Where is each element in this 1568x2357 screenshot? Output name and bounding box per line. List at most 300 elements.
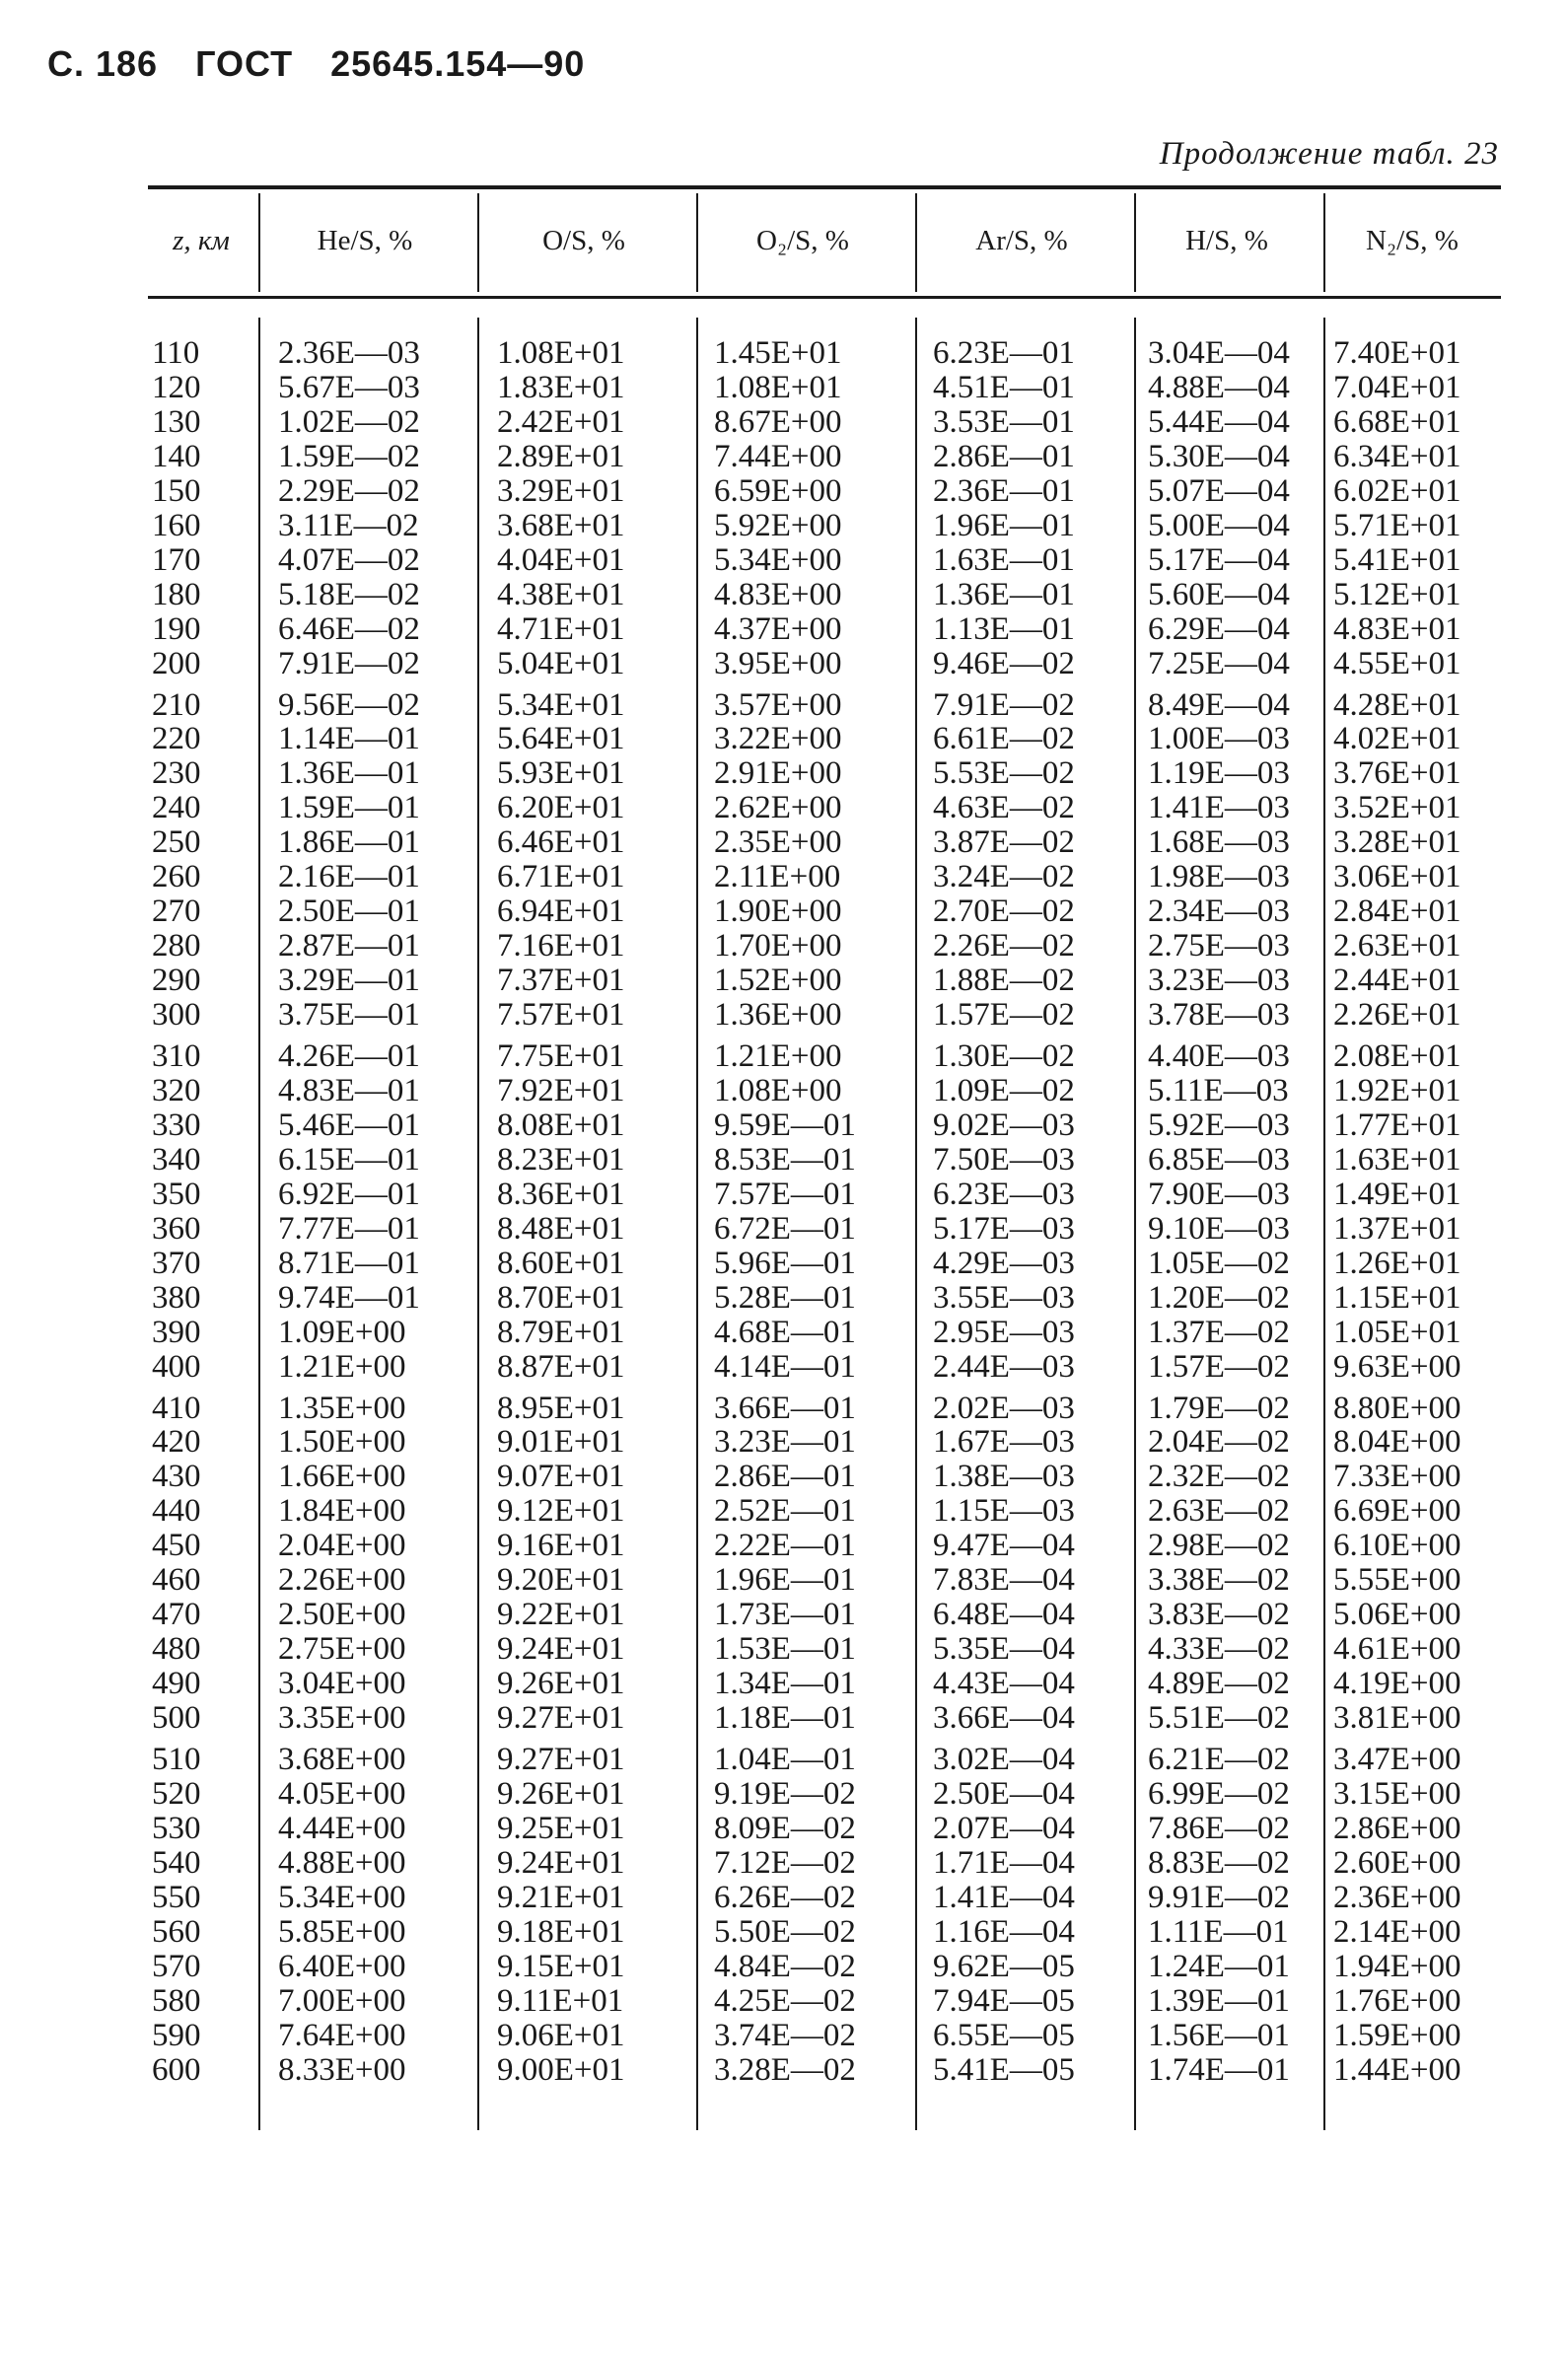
altitude-cell: 240 [152,790,201,826]
value-cell: 1.41E—03 [1148,790,1290,826]
value-cell: 2.86E—01 [714,1459,856,1495]
value-cell: 1.39E—01 [1148,1982,1290,2019]
value-cell: 1.59E—02 [278,438,420,474]
altitude-cell: 580 [152,1982,201,2019]
value-cell: 6.59E+00 [714,472,842,509]
value-cell: 7.12E—02 [714,1844,856,1881]
value-cell: 5.64E+01 [497,721,625,757]
page-number: С. 186 [47,43,159,84]
value-cell: 5.28E—01 [714,1279,856,1316]
value-cell: 1.37E—02 [1148,1314,1290,1350]
value-cell: 2.91E+00 [714,755,842,792]
value-cell: 2.32E—02 [1148,1459,1290,1495]
col-header-z: z, км [173,225,230,256]
value-cell: 2.75E—03 [1148,928,1290,964]
value-cell: 4.28E+01 [1333,686,1461,723]
value-cell: 3.28E—02 [714,2051,856,2088]
value-cell: 3.35E+00 [278,1700,406,1737]
value-cell: 6.23E—03 [933,1176,1075,1212]
altitude-cell: 330 [152,1107,201,1143]
altitude-cell: 450 [152,1528,201,1564]
value-cell: 1.83E+01 [497,369,625,405]
value-cell: 9.91E—02 [1148,1879,1290,1915]
column-divider [1323,193,1325,292]
value-cell: 2.84E+01 [1333,893,1461,930]
value-cell: 2.44E—03 [933,1348,1075,1385]
value-cell: 9.18E+01 [497,1913,625,1950]
value-cell: 1.24E—01 [1148,1948,1290,1984]
value-cell: 2.36E—03 [278,335,420,371]
value-cell: 1.92E+01 [1333,1072,1461,1108]
value-cell: 1.15E—03 [933,1493,1075,1530]
value-cell: 3.23E—01 [714,1424,856,1461]
value-cell: 3.66E—04 [933,1700,1075,1737]
col-header-h: H/S, % [1185,225,1268,256]
col-header-o2: O₂/S, % [756,225,849,256]
value-cell: 1.05E—02 [1148,1245,1290,1281]
value-cell: 9.19E—02 [714,1775,856,1812]
value-cell: 9.25E+01 [497,1810,625,1846]
value-cell: 4.88E+00 [278,1844,406,1881]
value-cell: 6.61E—02 [933,721,1075,757]
value-cell: 1.11E—01 [1148,1913,1289,1950]
value-cell: 4.19E+00 [1333,1666,1461,1702]
value-cell: 6.72E—01 [714,1210,856,1247]
value-cell: 1.63E—01 [933,541,1075,578]
value-cell: 3.53E—01 [933,403,1075,440]
value-cell: 4.14E—01 [714,1348,856,1385]
value-cell: 2.52E—01 [714,1493,856,1530]
value-cell: 8.09E—02 [714,1810,856,1846]
value-cell: 5.34E+00 [714,541,842,578]
value-cell: 2.16E—01 [278,859,420,895]
table-continuation-label: Продолжение табл. 23 [1159,136,1499,172]
value-cell: 6.40E+00 [278,1948,406,1984]
value-cell: 5.50E—02 [714,1913,856,1950]
altitude-cell: 210 [152,686,201,723]
value-cell: 2.11E+00 [714,859,841,895]
value-cell: 4.83E—01 [278,1072,420,1108]
altitude-cell: 550 [152,1879,201,1915]
value-cell: 2.87E—01 [278,928,420,964]
altitude-cell: 510 [152,1742,201,1777]
value-cell: 8.04E+00 [1333,1424,1461,1461]
altitude-cell: 290 [152,963,201,999]
value-cell: 1.09E+00 [278,1314,406,1350]
col-header-o: O/S, % [542,225,625,256]
value-cell: 3.68E+00 [278,1742,406,1777]
value-cell: 3.68E+01 [497,507,625,543]
value-cell: 6.69E+00 [1333,1493,1461,1530]
col-header-he: He/S, % [317,225,413,256]
value-cell: 2.22E—01 [714,1528,856,1564]
value-cell: 4.05E+00 [278,1775,406,1812]
value-cell: 1.14E—01 [278,721,420,757]
value-cell: 1.59E—01 [278,790,420,826]
value-cell: 7.40E+01 [1333,335,1461,371]
value-cell: 1.15E+01 [1333,1279,1461,1316]
value-cell: 5.17E—04 [1148,541,1290,578]
value-cell: 9.63E+00 [1333,1348,1461,1385]
value-cell: 2.29E—02 [278,472,420,509]
value-cell: 2.08E+01 [1333,1038,1461,1074]
value-cell: 9.26E+01 [497,1775,625,1812]
value-cell: 3.24E—02 [933,859,1075,895]
value-cell: 6.29E—04 [1148,610,1290,647]
value-cell: 4.44E+00 [278,1810,406,1846]
altitude-cell: 430 [152,1459,201,1495]
value-cell: 5.67E—03 [278,369,420,405]
column-divider [1323,318,1325,2130]
altitude-cell: 200 [152,645,201,681]
value-cell: 6.21E—02 [1148,1742,1290,1777]
value-cell: 1.63E+01 [1333,1141,1461,1178]
value-cell: 8.60E+01 [497,1245,625,1281]
altitude-cell: 470 [152,1597,201,1633]
altitude-cell: 410 [152,1390,201,1426]
value-cell: 8.87E+01 [497,1348,625,1385]
value-cell: 7.91E—02 [933,686,1075,723]
value-cell: 7.25E—04 [1148,645,1290,681]
value-cell: 2.26E+00 [278,1562,406,1599]
value-cell: 7.04E+01 [1333,369,1461,405]
value-cell: 1.37E+01 [1333,1210,1461,1247]
value-cell: 4.83E+00 [714,576,842,612]
value-cell: 9.10E—03 [1148,1210,1290,1247]
value-cell: 1.19E—03 [1148,755,1290,792]
value-cell: 3.78E—03 [1148,997,1290,1034]
value-cell: 9.27E+01 [497,1700,625,1737]
value-cell: 9.56E—02 [278,686,420,723]
value-cell: 7.86E—02 [1148,1810,1290,1846]
value-cell: 1.88E—02 [933,963,1075,999]
value-cell: 9.46E—02 [933,645,1075,681]
value-cell: 5.44E—04 [1148,403,1290,440]
value-cell: 5.07E—04 [1148,472,1290,509]
value-cell: 3.95E+00 [714,645,842,681]
value-cell: 2.04E+00 [278,1528,406,1564]
value-cell: 3.06E+01 [1333,859,1461,895]
value-cell: 2.95E—03 [933,1314,1075,1350]
value-cell: 9.12E+01 [497,1493,625,1530]
value-cell: 4.33E—02 [1148,1631,1290,1668]
altitude-cell: 350 [152,1176,201,1212]
value-cell: 5.41E+01 [1333,541,1461,578]
value-cell: 9.27E+01 [497,1742,625,1777]
value-cell: 3.74E—02 [714,2017,856,2053]
value-cell: 3.66E—01 [714,1390,856,1426]
value-cell: 1.36E—01 [278,755,420,792]
value-cell: 5.00E—04 [1148,507,1290,543]
altitude-cell: 490 [152,1666,201,1702]
value-cell: 4.37E+00 [714,610,842,647]
value-cell: 4.68E—01 [714,1314,856,1350]
value-cell: 4.71E+01 [497,610,625,647]
value-cell: 7.92E+01 [497,1072,625,1108]
column-divider [477,193,479,292]
value-cell: 4.40E—03 [1148,1038,1290,1074]
value-cell: 1.36E+00 [714,997,842,1034]
value-cell: 7.94E—05 [933,1982,1075,2019]
value-cell: 4.84E—02 [714,1948,856,1984]
value-cell: 6.85E—03 [1148,1141,1290,1178]
value-cell: 1.53E—01 [714,1631,856,1668]
altitude-cell: 370 [152,1245,201,1281]
value-cell: 1.67E—03 [933,1424,1075,1461]
value-cell: 6.34E+01 [1333,438,1461,474]
value-cell: 1.18E—01 [714,1700,856,1737]
altitude-cell: 520 [152,1775,201,1812]
value-cell: 2.62E+00 [714,790,842,826]
altitude-cell: 180 [152,576,201,612]
value-cell: 1.74E—01 [1148,2051,1290,2088]
value-cell: 5.35E—04 [933,1631,1075,1668]
value-cell: 4.55E+01 [1333,645,1461,681]
value-cell: 6.94E+01 [497,893,625,930]
value-cell: 1.44E+00 [1333,2051,1461,2088]
altitude-cell: 460 [152,1562,201,1599]
value-cell: 4.25E—02 [714,1982,856,2019]
value-cell: 6.92E—01 [278,1176,420,1212]
value-cell: 3.55E—03 [933,1279,1075,1316]
value-cell: 7.33E+00 [1333,1459,1461,1495]
value-cell: 5.92E+00 [714,507,842,543]
value-cell: 6.15E—01 [278,1141,420,1178]
column-divider [258,193,260,292]
value-cell: 1.57E—02 [933,997,1075,1034]
altitude-cell: 530 [152,1810,201,1846]
value-cell: 2.89E+01 [497,438,625,474]
value-cell: 3.75E—01 [278,997,420,1034]
value-cell: 5.41E—05 [933,2051,1075,2088]
value-cell: 6.46E—02 [278,610,420,647]
value-cell: 1.86E—01 [278,824,420,861]
value-cell: 4.63E—02 [933,790,1075,826]
value-cell: 1.84E+00 [278,1493,406,1530]
altitude-cell: 570 [152,1948,201,1984]
value-cell: 2.63E—02 [1148,1493,1290,1530]
altitude-cell: 440 [152,1493,201,1530]
value-cell: 8.79E+01 [497,1314,625,1350]
value-cell: 6.71E+01 [497,859,625,895]
value-cell: 2.60E+00 [1333,1844,1461,1881]
altitude-cell: 300 [152,997,201,1034]
value-cell: 3.76E+01 [1333,755,1461,792]
altitude-cell: 590 [152,2017,201,2053]
value-cell: 4.29E—03 [933,1245,1075,1281]
altitude-cell: 280 [152,928,201,964]
standard-number: 25645.154—90 [330,43,586,84]
value-cell: 2.34E—03 [1148,893,1290,930]
value-cell: 4.26E—01 [278,1038,420,1074]
value-cell: 1.09E—02 [933,1072,1075,1108]
value-cell: 7.91E—02 [278,645,420,681]
altitude-cell: 170 [152,541,201,578]
value-cell: 6.55E—05 [933,2017,1075,2053]
value-cell: 1.66E+00 [278,1459,406,1495]
value-cell: 4.02E+01 [1333,721,1461,757]
value-cell: 5.55E+00 [1333,1562,1461,1599]
value-cell: 3.87E—02 [933,824,1075,861]
value-cell: 6.10E+00 [1333,1528,1461,1564]
column-divider [1134,318,1136,2130]
value-cell: 5.85E+00 [278,1913,406,1950]
page-header [47,43,622,85]
value-cell: 3.83E—02 [1148,1597,1290,1633]
value-cell: 2.50E—04 [933,1775,1075,1812]
value-cell: 9.06E+01 [497,2017,625,2053]
value-cell: 5.04E+01 [497,645,625,681]
value-cell: 8.53E—01 [714,1141,856,1178]
value-cell: 8.70E+01 [497,1279,625,1316]
value-cell: 5.92E—03 [1148,1107,1290,1143]
value-cell: 1.76E+00 [1333,1982,1461,2019]
value-cell: 7.50E—03 [933,1141,1075,1178]
value-cell: 7.37E+01 [497,963,625,999]
value-cell: 5.60E—04 [1148,576,1290,612]
value-cell: 4.38E+01 [497,576,625,612]
value-cell: 2.86E+00 [1333,1810,1461,1846]
value-cell: 9.02E—03 [933,1107,1075,1143]
value-cell: 7.83E—04 [933,1562,1075,1599]
value-cell: 4.51E—01 [933,369,1075,405]
value-cell: 3.57E+00 [714,686,842,723]
value-cell: 9.74E—01 [278,1279,420,1316]
value-cell: 9.01E+01 [497,1424,625,1461]
value-cell: 1.30E—02 [933,1038,1075,1074]
value-cell: 2.50E—01 [278,893,420,930]
standard-label: ГОСТ [195,43,294,84]
value-cell: 5.30E—04 [1148,438,1290,474]
value-cell: 9.24E+01 [497,1631,625,1668]
value-cell: 9.20E+01 [497,1562,625,1599]
altitude-cell: 140 [152,438,201,474]
value-cell: 5.34E+01 [497,686,625,723]
value-cell: 1.68E—03 [1148,824,1290,861]
value-cell: 6.68E+01 [1333,403,1461,440]
value-cell: 5.17E—03 [933,1210,1075,1247]
value-cell: 4.04E+01 [497,541,625,578]
column-divider [1134,193,1136,292]
value-cell: 2.75E+00 [278,1631,406,1668]
value-cell: 9.11E+01 [497,1982,624,2019]
value-cell: 7.00E+00 [278,1982,406,2019]
column-divider [696,193,698,292]
value-cell: 7.77E—01 [278,1210,420,1247]
value-cell: 7.64E+00 [278,2017,406,2053]
column-divider [477,318,479,2130]
altitude-cell: 230 [152,755,201,792]
altitude-cell: 190 [152,610,201,647]
value-cell: 4.43E—04 [933,1666,1075,1702]
value-cell: 6.46E+01 [497,824,625,861]
altitude-cell: 150 [152,472,201,509]
value-cell: 1.08E+01 [497,335,625,371]
altitude-cell: 130 [152,403,201,440]
value-cell: 2.50E+00 [278,1597,406,1633]
altitude-cell: 560 [152,1913,201,1950]
value-cell: 3.15E+00 [1333,1775,1461,1812]
value-cell: 1.70E+00 [714,928,842,964]
value-cell: 2.02E—03 [933,1390,1075,1426]
value-cell: 8.23E+01 [497,1141,625,1178]
value-cell: 3.47E+00 [1333,1742,1461,1777]
value-cell: 3.04E+00 [278,1666,406,1702]
value-cell: 6.26E—02 [714,1879,856,1915]
table-header-rule [148,296,1501,299]
value-cell: 4.83E+01 [1333,610,1461,647]
value-cell: 1.77E+01 [1333,1107,1461,1143]
value-cell: 1.00E—03 [1148,721,1290,757]
value-cell: 9.21E+01 [497,1879,625,1915]
altitude-cell: 220 [152,721,201,757]
value-cell: 1.96E—01 [933,507,1075,543]
altitude-cell: 310 [152,1038,201,1074]
value-cell: 3.81E+00 [1333,1700,1461,1737]
value-cell: 1.21E+00 [278,1348,406,1385]
value-cell: 9.22E+01 [497,1597,625,1633]
value-cell: 1.38E—03 [933,1459,1075,1495]
value-cell: 2.42E+01 [497,403,625,440]
value-cell: 5.18E—02 [278,576,420,612]
col-header-ar: Ar/S, % [975,225,1068,256]
value-cell: 1.96E—01 [714,1562,856,1599]
value-cell: 3.23E—03 [1148,963,1290,999]
value-cell: 2.36E—01 [933,472,1075,509]
altitude-cell: 110 [152,335,200,371]
value-cell: 7.90E—03 [1148,1176,1290,1212]
value-cell: 8.71E—01 [278,1245,420,1281]
value-cell: 8.67E+00 [714,403,842,440]
altitude-cell: 250 [152,824,201,861]
value-cell: 1.21E+00 [714,1038,842,1074]
value-cell: 2.36E+00 [1333,1879,1461,1915]
value-cell: 8.80E+00 [1333,1390,1461,1426]
value-cell: 3.52E+01 [1333,790,1461,826]
value-cell: 7.57E+01 [497,997,625,1034]
value-cell: 8.36E+01 [497,1176,625,1212]
altitude-cell: 540 [152,1844,201,1881]
value-cell: 1.59E+00 [1333,2017,1461,2053]
value-cell: 5.12E+01 [1333,576,1461,612]
altitude-cell: 320 [152,1072,201,1108]
value-cell: 1.26E+01 [1333,1245,1461,1281]
value-cell: 7.57E—01 [714,1176,856,1212]
value-cell: 1.79E—02 [1148,1390,1290,1426]
value-cell: 1.08E+01 [714,369,842,405]
value-cell: 2.26E—02 [933,928,1075,964]
value-cell: 8.48E+01 [497,1210,625,1247]
value-cell: 1.52E+00 [714,963,842,999]
value-cell: 1.04E—01 [714,1742,856,1777]
altitude-cell: 360 [152,1210,201,1247]
value-cell: 9.47E—04 [933,1528,1075,1564]
value-cell: 4.88E—04 [1148,369,1290,405]
value-cell: 2.44E+01 [1333,963,1461,999]
value-cell: 2.26E+01 [1333,997,1461,1034]
value-cell: 2.86E—01 [933,438,1075,474]
value-cell: 4.07E—02 [278,541,420,578]
value-cell: 5.93E+01 [497,755,625,792]
value-cell: 3.29E—01 [278,963,420,999]
value-cell: 1.73E—01 [714,1597,856,1633]
value-cell: 3.29E+01 [497,472,625,509]
value-cell: 4.61E+00 [1333,1631,1461,1668]
altitude-cell: 600 [152,2051,201,2088]
value-cell: 9.00E+01 [497,2051,625,2088]
column-divider [915,193,917,292]
altitude-cell: 260 [152,859,201,895]
